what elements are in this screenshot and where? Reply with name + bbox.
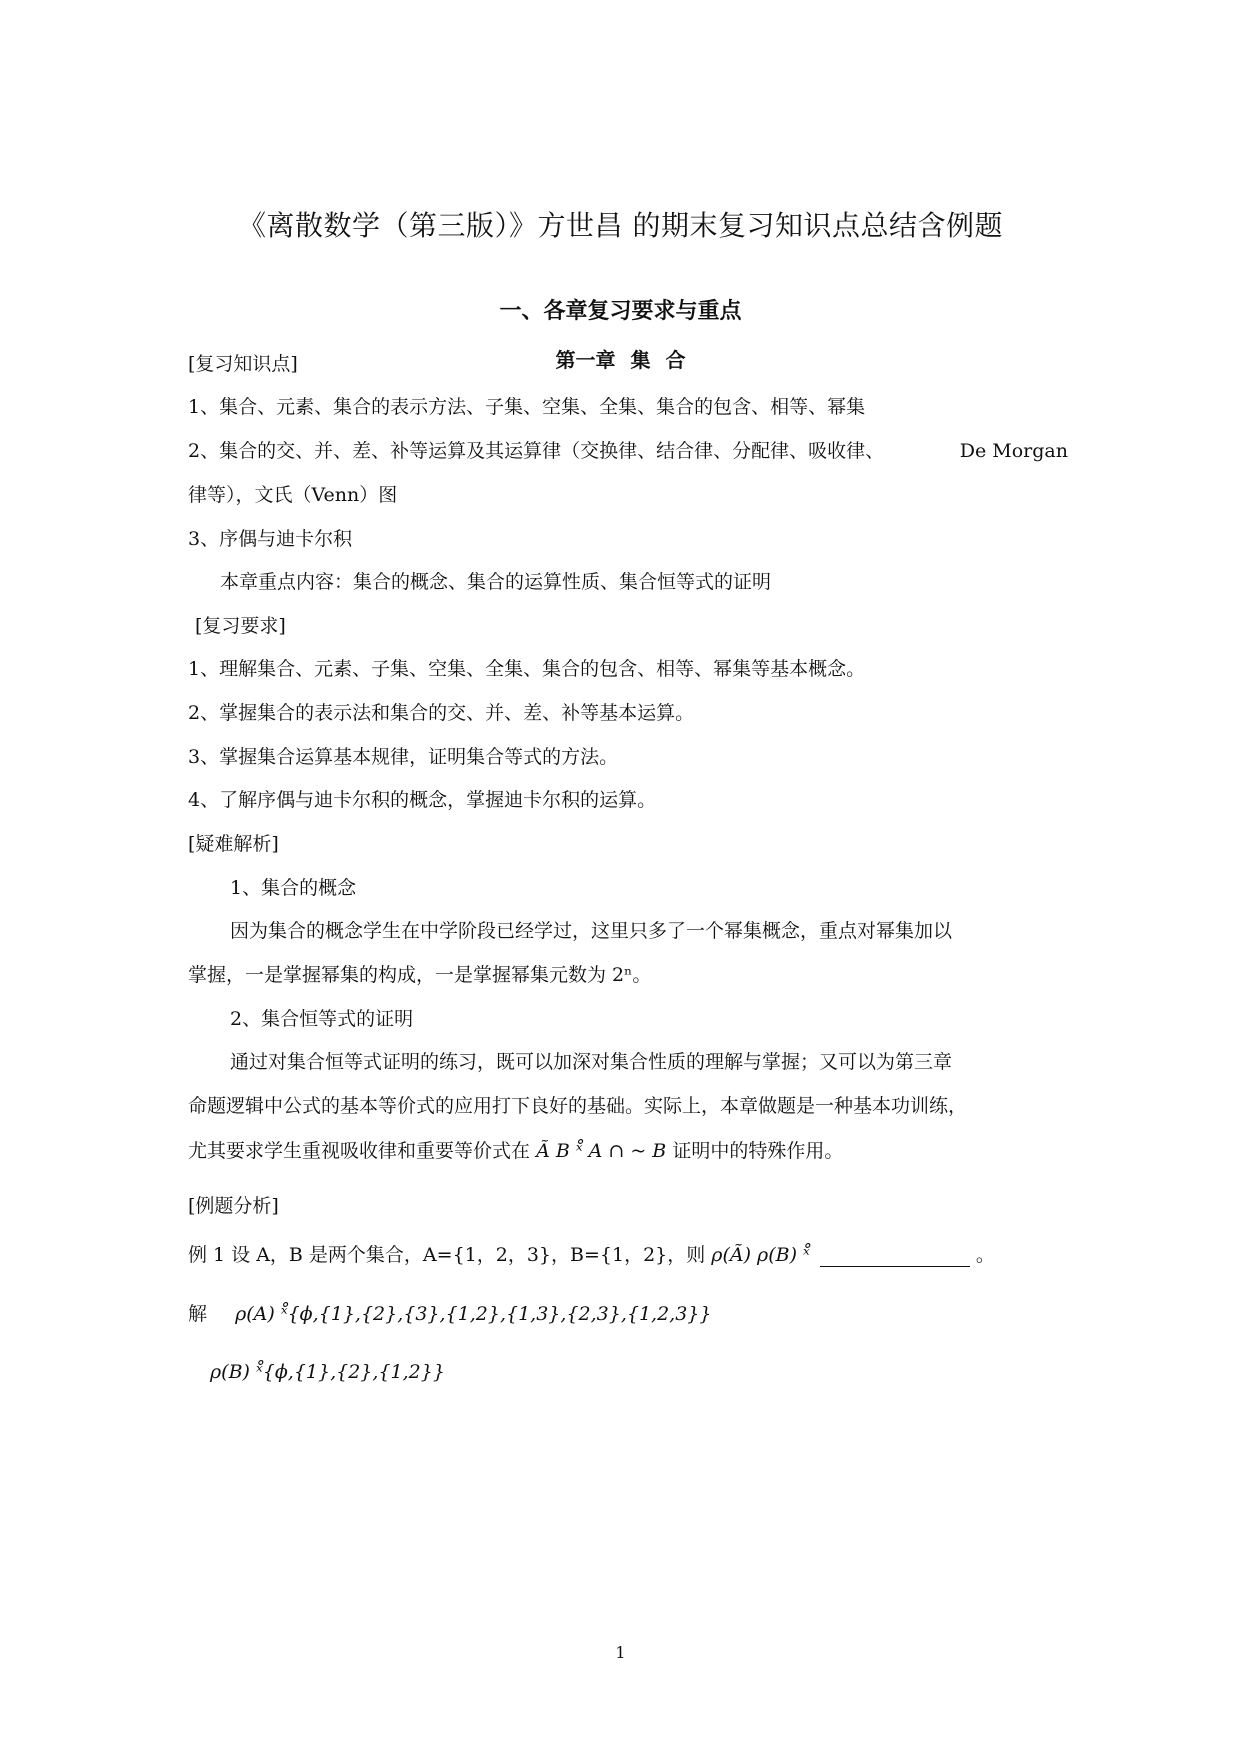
difficulty-2-para-3-text: 尤其要求学生重视吸收律和重要等价式在 bbox=[188, 1140, 531, 1162]
chapter-heading: 第一章 集 合 bbox=[555, 348, 686, 372]
requirement-1: 1、理解集合、元素、子集、空集、全集、集合的包含、相等、幂集等基本概念。 bbox=[188, 658, 866, 680]
difficulty-2-para-2: 命题逻辑中公式的基本等价式的应用打下良好的基础。实际上，本章做题是一种基本功训练， bbox=[188, 1095, 968, 1117]
difficulty-2-para-3 bbox=[188, 1139, 1068, 1163]
equivalence-formula: Ã B ˣ̊ A ∩ ~ B bbox=[536, 1140, 667, 1162]
knowledge-item-2-cont: 律等），文氏（Venn）图 bbox=[188, 484, 398, 506]
requirement-4: 4、了解序偶与迪卡尔积的概念，掌握迪卡尔积的运算。 bbox=[188, 789, 657, 811]
page-number: 1 bbox=[615, 1643, 626, 1662]
difficulty-1-title: 1、集合的概念 bbox=[230, 877, 357, 899]
example-header: [例题分析] bbox=[188, 1195, 279, 1217]
solution-line-2 bbox=[210, 1360, 1090, 1384]
requirement-2: 2、掌握集合的表示法和集合的交、并、差、补等基本运算。 bbox=[188, 702, 695, 724]
solution-formula-1: ρ(A) ˣ̊{ϕ,{1},{2},{3},{1,2},{1,3},{2,3},{1,2,3}} bbox=[235, 1303, 712, 1325]
difficulty-1-para-2: 掌握，一是掌握幂集的构成，一是掌握幂集元数为 2ⁿ。 bbox=[188, 964, 652, 986]
knowledge-item-1: 1、集合、元素、集合的表示方法、子集、空集、全集、集合的包含、相等、幂集 bbox=[188, 396, 866, 418]
solution-formula-2: ρ(B) ˣ̊{ϕ,{1},{2},{1,2}} bbox=[210, 1361, 445, 1383]
solution-line-1 bbox=[188, 1302, 1068, 1326]
knowledge-header: [复习知识点] bbox=[188, 353, 298, 375]
knowledge-item-2-text: 2、集合的交、并、差、补等运算及其运算律（交换律、结合律、分配律、吸收律、 bbox=[188, 440, 885, 462]
section-heading: 一、各章复习要求与重点 bbox=[499, 299, 742, 324]
knowledge-item-3: 3、序偶与迪卡尔积 bbox=[188, 528, 353, 550]
difficulty-1-para-1: 因为集合的概念学生在中学阶段已经学过，这里只多了一个幂集概念，重点对幂集加以 bbox=[230, 920, 953, 942]
example-1-end: 。 bbox=[975, 1244, 995, 1266]
example-1-text: 例 1 设 A，B 是两个集合，A={1，2，3}，B={1，2}，则 bbox=[188, 1244, 706, 1266]
knowledge-item-2-demorgan: De Morgan bbox=[959, 440, 1068, 462]
solution-label: 解 bbox=[188, 1303, 208, 1325]
difficulty-header: [疑难解析] bbox=[188, 833, 279, 855]
difficulty-2-title: 2、集合恒等式的证明 bbox=[230, 1008, 414, 1030]
difficulty-2-para-3-end: 证明中的特殊作用。 bbox=[672, 1140, 844, 1162]
difficulty-2-para-1: 通过对集合恒等式证明的练习，既可以加深对集合性质的理解与掌握；又可以为第三章 bbox=[230, 1051, 953, 1073]
example-1-formula: ρ(Ã) ρ(B) ˣ̊ bbox=[711, 1244, 810, 1266]
requirement-3: 3、掌握集合运算基本规律，证明集合等式的方法。 bbox=[188, 746, 619, 768]
answer-blank bbox=[820, 1246, 970, 1267]
example-1 bbox=[188, 1243, 1068, 1267]
document-title: 《离散数学（第三版）》方世昌 的期末复习知识点总结含例题 bbox=[238, 209, 1003, 242]
focus-text: 本章重点内容：集合的概念、集合的运算性质、集合恒等式的证明 bbox=[220, 571, 772, 593]
requirements-header: [复习要求] bbox=[195, 615, 286, 637]
knowledge-item-2 bbox=[188, 439, 1068, 463]
